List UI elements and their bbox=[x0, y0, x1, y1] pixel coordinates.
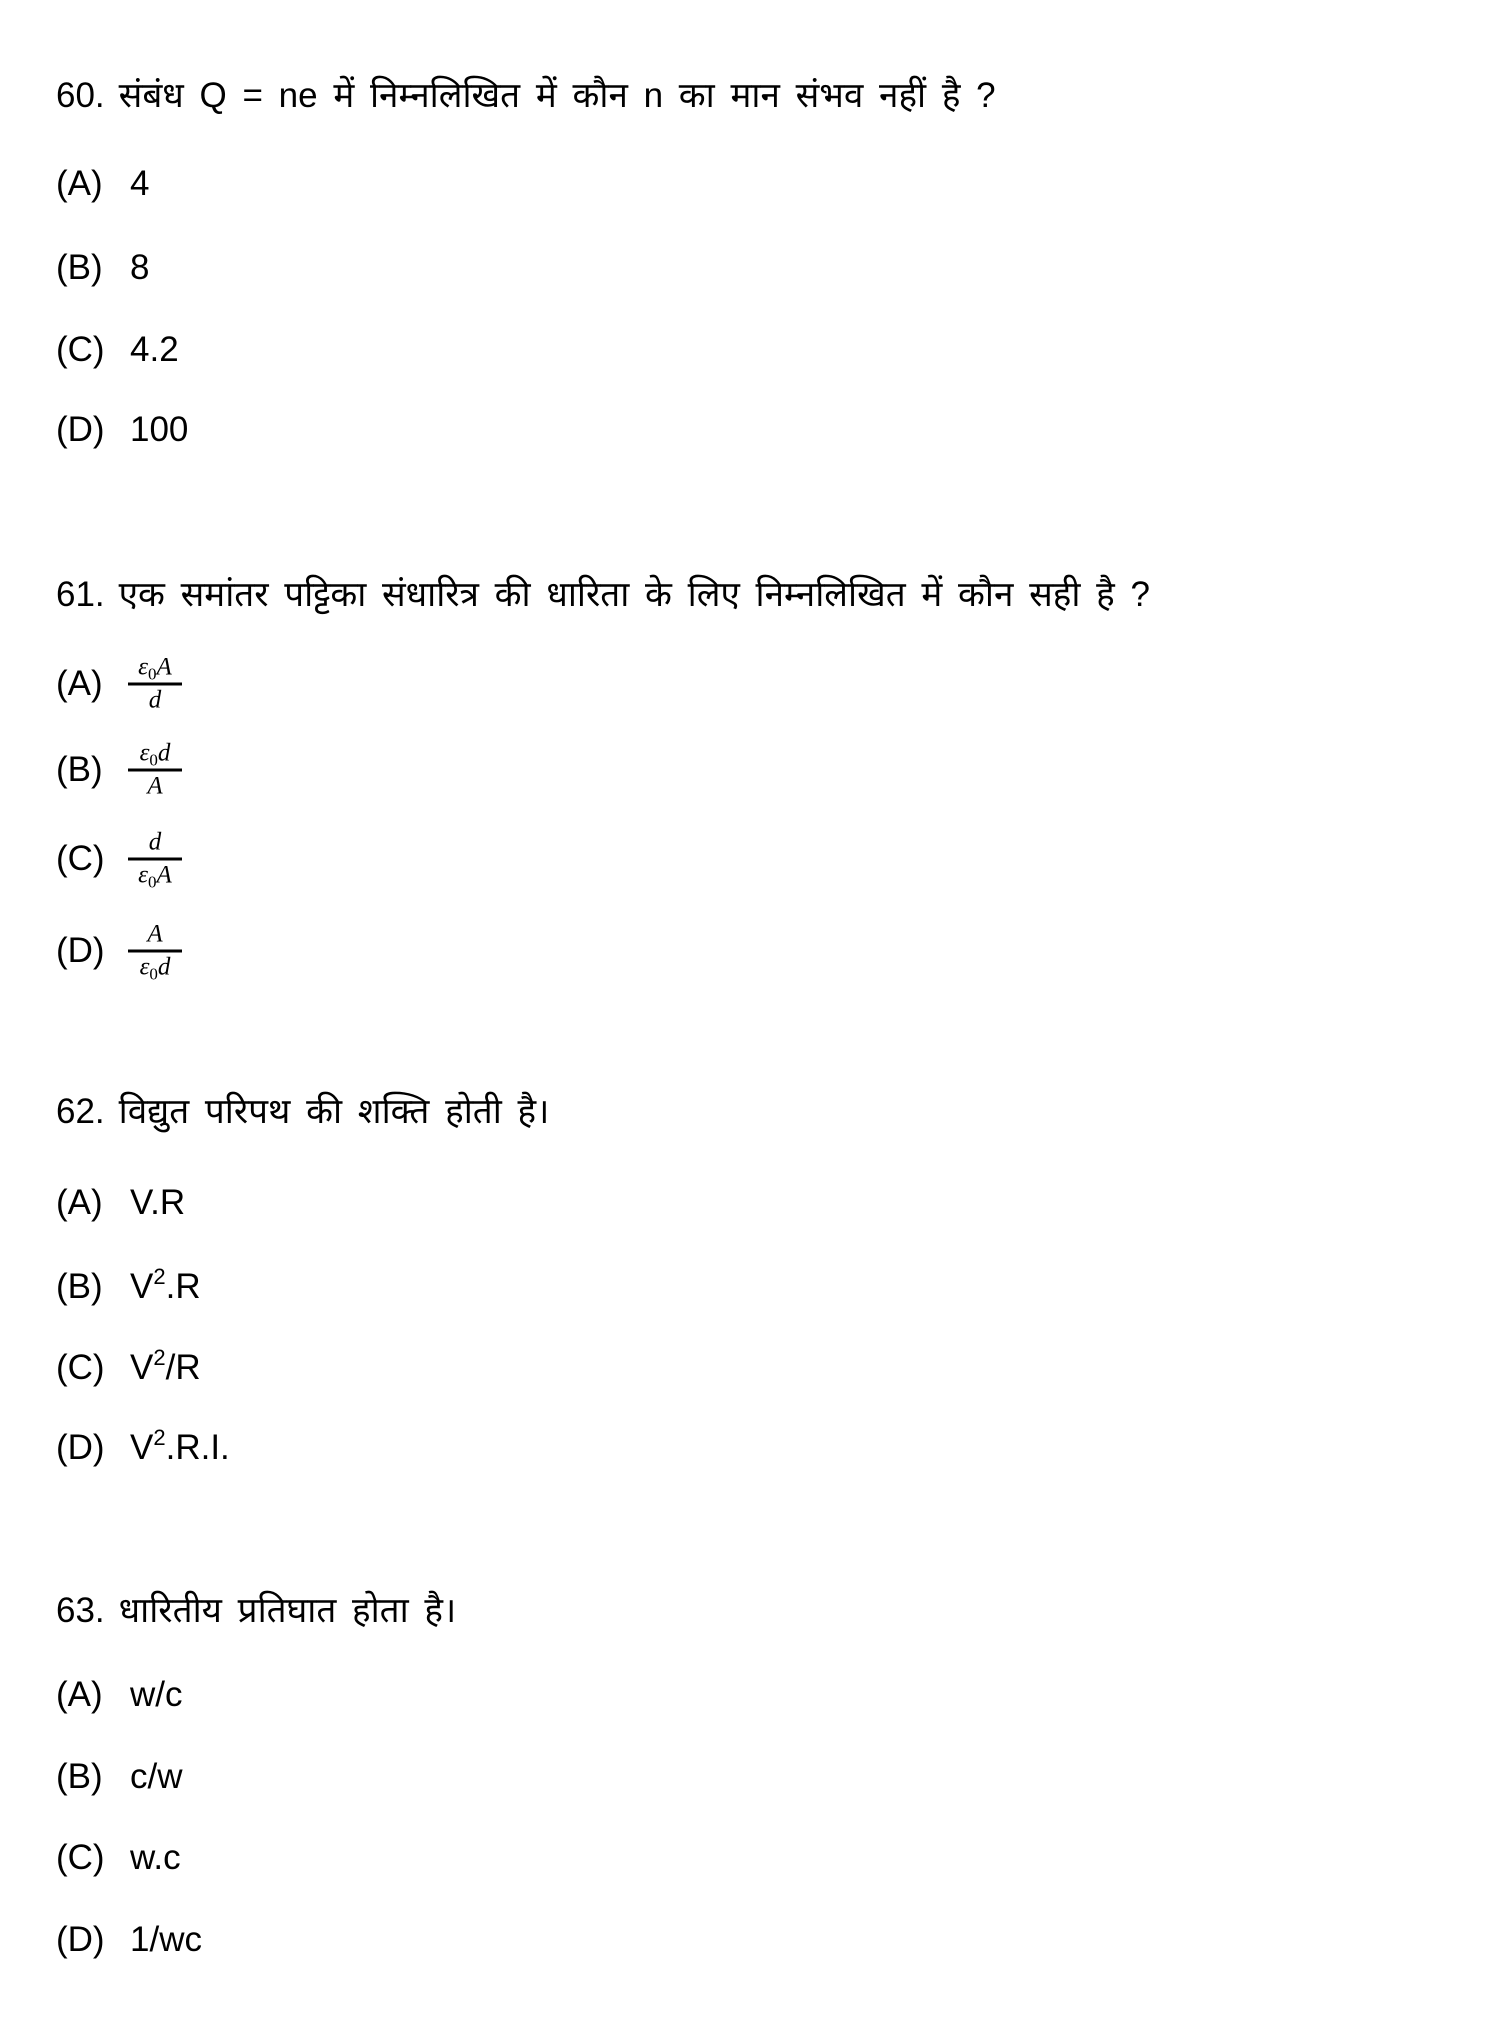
question-number: 60. bbox=[56, 76, 105, 115]
option-b[interactable]: (B) $V^2.R$ bbox=[56, 1264, 201, 1306]
numerator: d bbox=[148, 828, 162, 856]
superscript: 2 bbox=[153, 1264, 166, 1289]
option-label: (D) bbox=[56, 931, 105, 970]
fraction bbox=[128, 740, 182, 801]
option-c[interactable]: (C) $V^2/R$ bbox=[56, 1345, 201, 1387]
option-value: 100 bbox=[130, 410, 189, 449]
option-b[interactable] bbox=[56, 248, 149, 288]
option-b[interactable] bbox=[56, 1757, 183, 1797]
denominator: $\varepsilon_0A$ bbox=[138, 861, 172, 892]
question-number: 63. bbox=[56, 1591, 105, 1630]
option-label: (A) bbox=[56, 1675, 103, 1714]
option-value: V.R bbox=[130, 1183, 186, 1222]
fraction-bar bbox=[128, 950, 182, 953]
question-text: धारितीय प्रतिघात होता है। bbox=[118, 1591, 457, 1630]
superscript: 2 bbox=[153, 1345, 166, 1370]
option-value: V bbox=[130, 1348, 154, 1387]
option-a[interactable] bbox=[56, 1183, 185, 1223]
option-value: 1/wc bbox=[130, 1920, 202, 1959]
numerator: A bbox=[147, 920, 163, 948]
option-label: (C) bbox=[56, 839, 105, 878]
denominator: d bbox=[148, 686, 162, 714]
fraction bbox=[128, 921, 182, 982]
option-d[interactable] bbox=[56, 410, 188, 450]
numerator: $\varepsilon_0A$ bbox=[138, 653, 172, 684]
fraction bbox=[128, 829, 182, 890]
option-label: (C) bbox=[56, 1348, 105, 1387]
question-text: एक समांतर पट्टिका संधारित्र की धारिता के लिए निम्नलिखित में कौन सही है ? bbox=[118, 575, 1150, 614]
option-value: w.c bbox=[130, 1838, 181, 1877]
option-value: c/w bbox=[130, 1757, 183, 1796]
option-label: (B) bbox=[56, 248, 103, 287]
denominator: A bbox=[147, 772, 163, 800]
option-d[interactable] bbox=[56, 1920, 202, 1960]
option-a[interactable] bbox=[56, 1675, 183, 1715]
option-d[interactable]: (D) $V^2.R.I$. bbox=[56, 1425, 230, 1467]
question-stem bbox=[56, 1591, 456, 1631]
fraction-bar bbox=[128, 858, 182, 861]
question-number: 61. bbox=[56, 575, 105, 614]
option-value: 4 bbox=[130, 164, 150, 203]
option-label: (D) bbox=[56, 1428, 105, 1467]
denominator: $\varepsilon_0d$ bbox=[139, 953, 171, 984]
question-text: विद्युत परिपथ की शक्ति होती है। bbox=[118, 1092, 550, 1131]
option-value: V bbox=[130, 1267, 154, 1306]
option-label: (C) bbox=[56, 1838, 105, 1877]
question-stem bbox=[56, 1092, 549, 1132]
option-label: (C) bbox=[56, 330, 105, 369]
question-text: संबंध Q = ne में निम्नलिखित में कौन n का मान संभव नहीं है ? bbox=[118, 76, 996, 115]
superscript: 2 bbox=[153, 1425, 166, 1450]
option-value: 4.2 bbox=[130, 330, 179, 369]
option-c[interactable] bbox=[56, 330, 179, 370]
option-value: V bbox=[130, 1428, 154, 1467]
option-value: w/c bbox=[130, 1675, 183, 1714]
question-number: 62. bbox=[56, 1092, 105, 1131]
fraction bbox=[128, 654, 182, 715]
option-a[interactable] bbox=[56, 164, 149, 204]
option-label: (A) bbox=[56, 664, 103, 703]
question-stem bbox=[56, 76, 996, 116]
option-value: 8 bbox=[130, 248, 150, 287]
option-label: (D) bbox=[56, 1920, 105, 1959]
option-label: (D) bbox=[56, 410, 105, 449]
option-label: (A) bbox=[56, 164, 103, 203]
option-label: (A) bbox=[56, 1183, 103, 1222]
option-c[interactable] bbox=[56, 1838, 181, 1878]
option-label: (B) bbox=[56, 1267, 103, 1306]
question-stem bbox=[56, 575, 1150, 615]
option-label: (B) bbox=[56, 750, 103, 789]
numerator: $\varepsilon_0d$ bbox=[139, 739, 171, 770]
option-label: (B) bbox=[56, 1757, 103, 1796]
